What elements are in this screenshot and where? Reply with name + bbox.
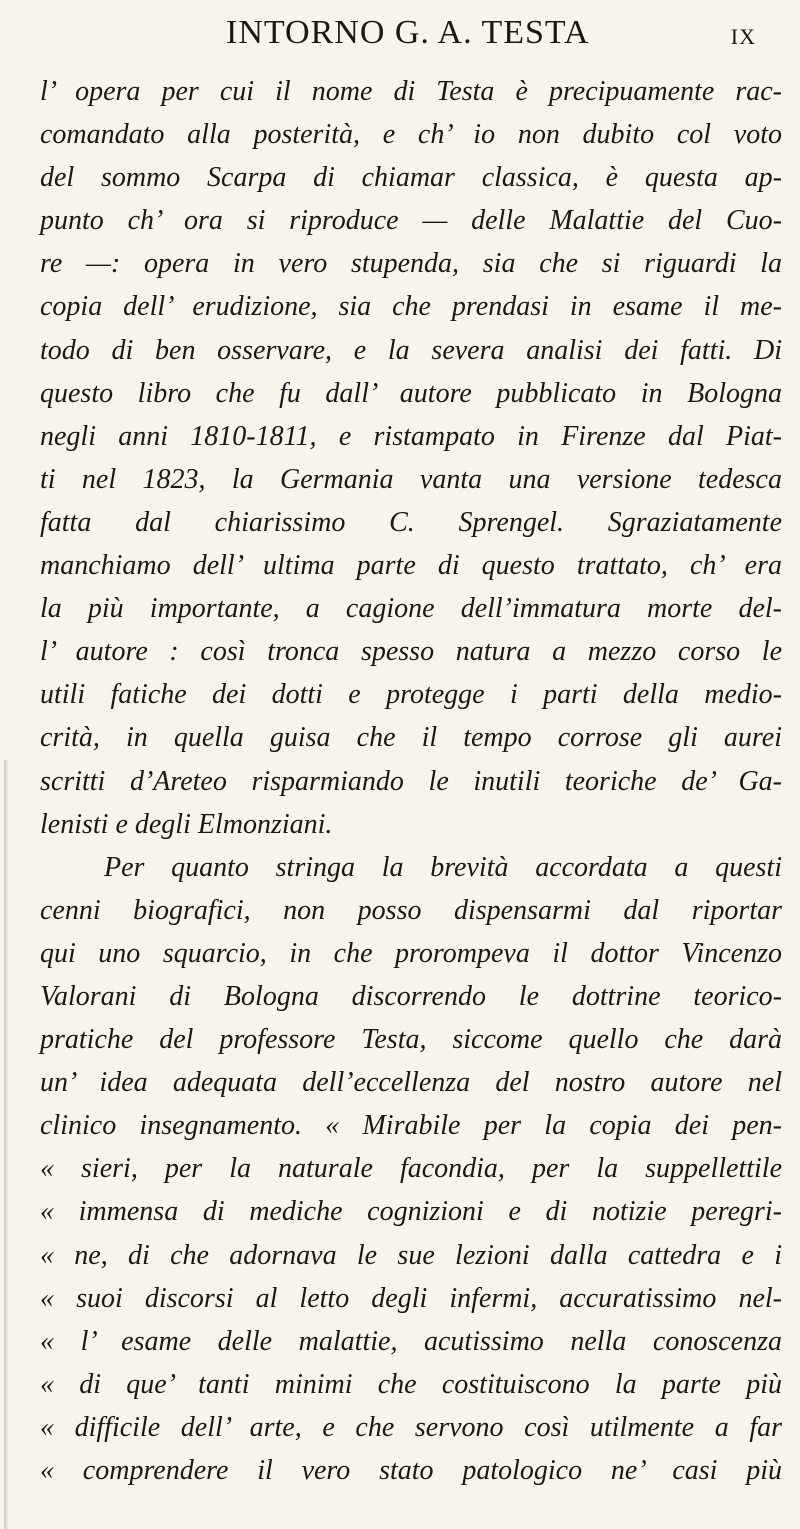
text-line: « ne, di che adornava le sue lezioni dalla cattedra e i bbox=[40, 1239, 782, 1271]
text-line: punto ch’ ora si riproduce — delle Malattie del Cuo- bbox=[40, 205, 782, 237]
text-line: « sieri, per la naturale facondia, per la suppellettile bbox=[40, 1153, 782, 1185]
text-line: crità, in quella guisa che il tempo corrose gli aurei bbox=[40, 722, 782, 754]
page-number: IX bbox=[730, 24, 756, 49]
text-line: comandato alla posterità, e ch’ io non dubito col voto bbox=[40, 119, 782, 151]
text-line: « suoi discorsi al letto degli infermi, accuratissimo nel- bbox=[40, 1282, 782, 1314]
text-line: « l’ esame delle malattie, acutissimo nella conoscenza bbox=[40, 1325, 782, 1357]
text-line: fatta dal chiarissimo C. Sprengel. Sgraziatamente bbox=[40, 506, 782, 538]
body-text bbox=[40, 70, 782, 1492]
running-head: INTORNO G. A. TESTA bbox=[226, 14, 590, 51]
text-line: re —: opera in vero stupenda, sia che si riguardi la bbox=[40, 248, 782, 280]
text-line: l’ opera per cui il nome di Testa è precipuamente rac- bbox=[40, 76, 782, 107]
text-line: copia dell’ erudizione, sia che prendasi in esame il me- bbox=[40, 291, 782, 323]
text-line: todo di ben osservare, e la severa analisi dei fatti. Di bbox=[40, 334, 782, 366]
text-line: Valorani di Bologna discorrendo le dottrine teorico- bbox=[40, 980, 782, 1012]
text-line: negli anni 1810-1811, e ristampato in Firenze dal Piat- bbox=[40, 420, 782, 452]
text-line: « difficile dell’ arte, e che servono così utilmente a far bbox=[40, 1411, 782, 1443]
text-line: « immensa di mediche cognizioni e di notizie peregri- bbox=[40, 1196, 782, 1228]
text-line: qui uno squarcio, in che prorompeva il dottor Vincenzo bbox=[40, 937, 782, 969]
text-line: pratiche del professore Testa, siccome quello che darà bbox=[40, 1024, 782, 1056]
page-header bbox=[0, 6, 800, 66]
text-line: del sommo Scarpa di chiamar classica, è questa ap- bbox=[40, 162, 782, 194]
text-line: la più importante, a cagione dell’immatura morte del- bbox=[40, 593, 782, 625]
text-line: « comprendere il vero stato patologico ne’ casi più bbox=[40, 1455, 782, 1486]
text-line: « di que’ tanti minimi che costituiscono la parte più bbox=[40, 1368, 782, 1400]
text-line: manchiamo dell’ ultima parte di questo trattato, ch’ era bbox=[40, 550, 782, 582]
text-line: lenisti e degli Elmonziani. bbox=[40, 808, 333, 840]
page-edge-shadow bbox=[4, 760, 8, 1529]
text-line: clinico insegnamento. « Mirabile per la copia dei pen- bbox=[40, 1110, 782, 1142]
text-line: cenni biografici, non posso dispensarmi dal riportar bbox=[40, 894, 782, 926]
text-line: l’ autore : così tronca spesso natura a mezzo corso le bbox=[40, 636, 782, 668]
text-line: un’ idea adequata dell’eccellenza del nostro autore nel bbox=[40, 1067, 782, 1099]
text-line: ti nel 1823, la Germania vanta una versione tedesca bbox=[40, 463, 782, 495]
text-line: utili fatiche dei dotti e protegge i parti della medio- bbox=[40, 679, 782, 711]
text-line: questo libro che fu dall’ autore pubblicato in Bologna bbox=[40, 377, 782, 409]
text-line: scritti d’Areteo risparmiando le inutili teoriche de’ Ga- bbox=[40, 765, 782, 797]
text-line: Per quanto stringa la brevità accordata a questi bbox=[104, 851, 782, 883]
